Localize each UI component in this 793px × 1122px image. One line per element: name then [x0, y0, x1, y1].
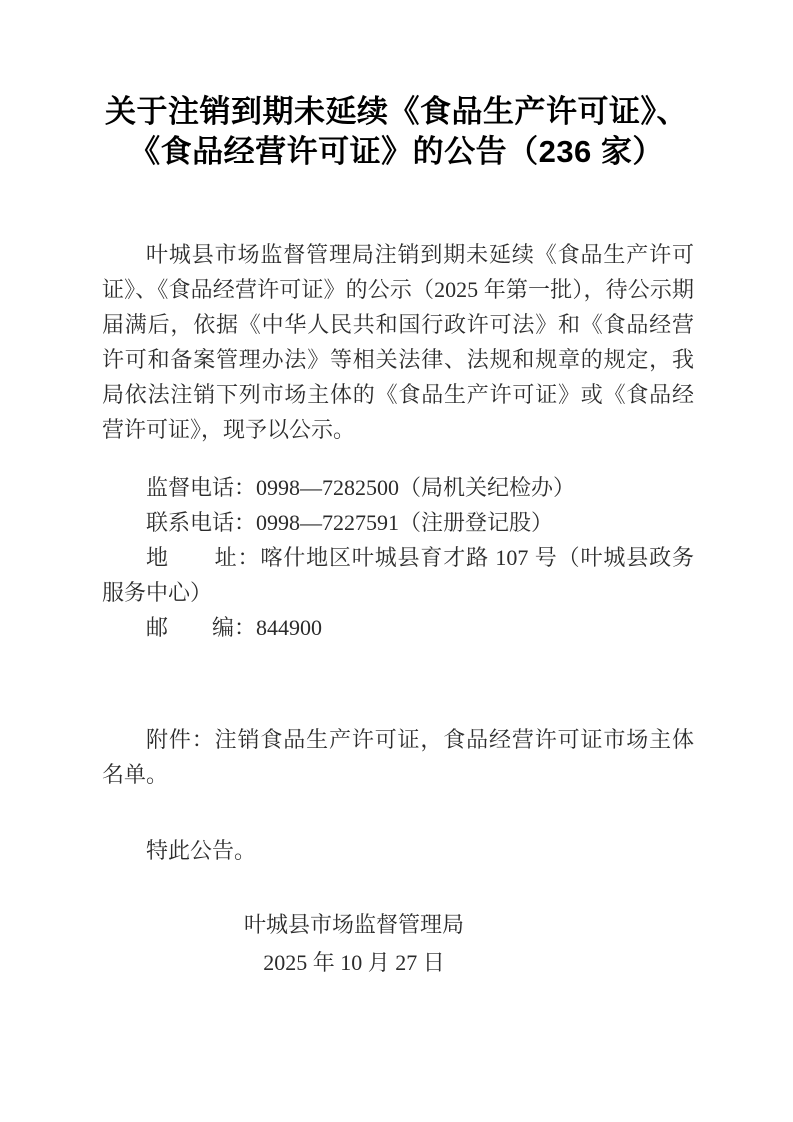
contact-postal-code: 邮 编：844900	[146, 615, 323, 640]
contact-phone: 联系电话：0998—7227591（注册登记股）	[146, 510, 554, 535]
document-body	[102, 237, 694, 982]
contact-supervision-phone: 监督电话：0998—7282500（局机关纪检办）	[146, 475, 576, 500]
contact-address: 地 址：喀什地区叶城县育才路 107 号（叶城县政务服务中心）	[102, 545, 694, 605]
contact-block	[102, 470, 694, 645]
closing-statement: 特此公告。	[146, 838, 257, 863]
document-title-line-1: 关于注销到期未延续《食品生产许可证》、	[105, 94, 688, 129]
signature-block	[244, 907, 464, 982]
intro-paragraph: 叶城县市场监督管理局注销到期未延续《食品生产许可证》、《食品经营许可证》的公示（2025 年第一批），待公示期届满后，依据《中华人民共和国行政许可法》和《食品经营许可和备案管理办法》等相关法律、法规和规章的规定，我局依法注销下列市场主体的《食品生产许可证》或《食品经营许可证》，现予以公示。	[102, 242, 694, 442]
signature-date: 2025 年 10 月 27 日	[263, 950, 445, 975]
document-title-line-2: 《食品经营许可证》的公告（236 家）	[129, 134, 664, 169]
signature-agency: 叶城县市场监督管理局	[243, 912, 464, 937]
attachment-note: 附件：注销食品生产许可证，食品经营许可证市场主体名单。	[102, 727, 694, 787]
document-title	[0, 92, 793, 172]
